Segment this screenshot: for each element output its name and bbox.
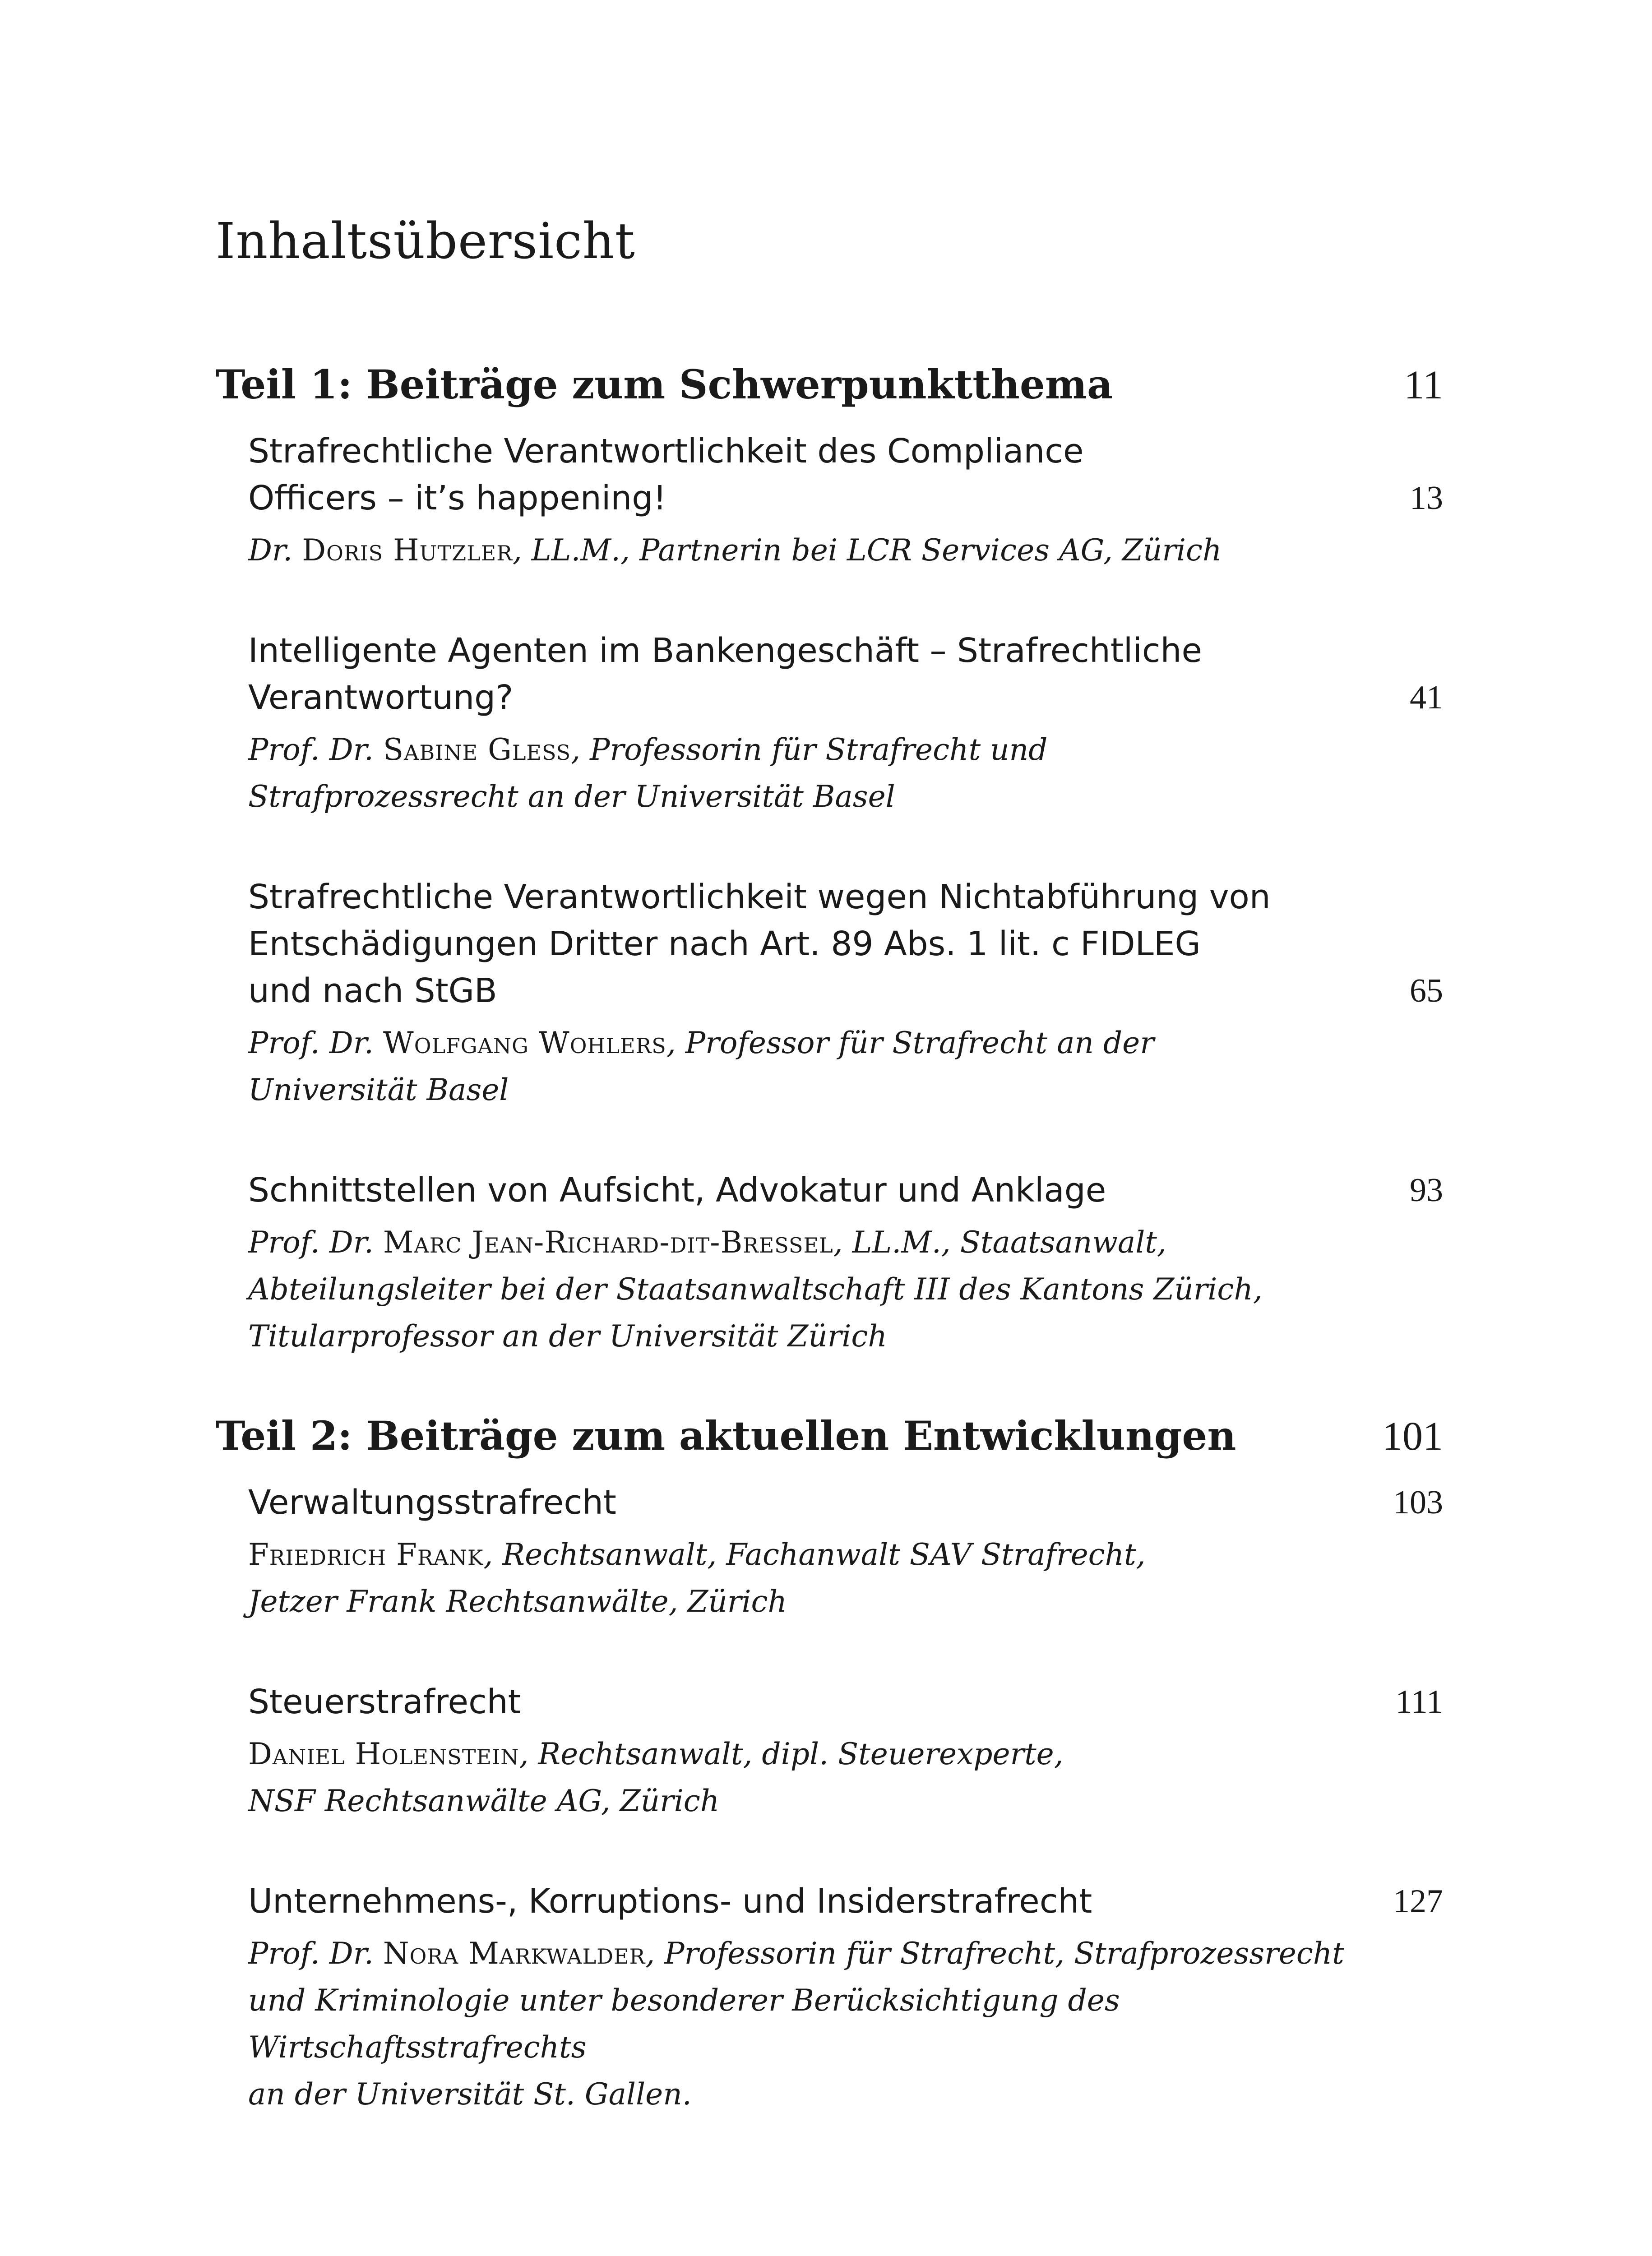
toc-entry [248,1167,1443,1360]
author-affiliation: , Professorin für Strafrecht, Strafprozessrecht [645,1936,1344,1971]
entry-title-block [248,1167,1443,1214]
author-name: Marc Jean-Richard-dit-Bressel [383,1225,833,1260]
author-affiliation: , Professor für Strafrecht an der [666,1026,1154,1060]
page-number: 101 [1382,1414,1443,1459]
author-affiliation: , Professorin für Strafrecht und [571,732,1048,767]
author-line: Titularprofessor an der Universität Zürich [248,1319,887,1354]
title-line: Entschädigungen Dritter nach Art. 89 Abs. 1 lit. c FIDLEG [248,925,1201,963]
title-line: Verantwortung? [248,678,514,717]
author-line: NSF Rechtsanwälte AG, Zürich [248,1784,720,1818]
part-title: Teil 2: Beiträge zum aktuellen Entwicklungen [216,1412,1236,1459]
entry-author [248,527,1421,574]
author-line: Strafprozessrecht an der Universität Basel [248,779,895,814]
entry-title-block [248,874,1443,1014]
toc-entry [248,1878,1443,2118]
author-line [248,527,1421,574]
author-line [248,1020,1421,1067]
author-line [248,1731,1421,1778]
author-line: und Kriminologie unter besonderer Berücksichtigung des Wirtschaftsstrafrechts [248,1983,1120,2065]
author-affiliation: , LL.M., Partnerin bei LCR Services AG, Zürich [512,533,1222,568]
entry-title [248,1678,1309,1725]
entry-author [248,1020,1421,1114]
author-line [248,1531,1421,1578]
author-line: Universität Basel [248,1073,509,1107]
part-heading [216,361,1443,410]
page-number: 127 [1393,1883,1443,1920]
toc-entry [248,1479,1443,1625]
entry-title [248,627,1309,721]
title-line: Schnittstellen von Aufsicht, Advokatur und Anklage [248,1171,1106,1210]
page-number: 103 [1393,1484,1443,1521]
author-line [248,1219,1421,1266]
entry-author [248,1731,1421,1825]
page-number: 13 [1410,480,1443,517]
title-line: Steuerstrafrecht [248,1683,521,1721]
toc-entry [248,874,1443,1114]
title-line: Officers – it’s happening! [248,479,666,518]
title-line: Strafrechtliche Verantwortlichkeit des Compliance [248,432,1084,471]
page-number: 41 [1410,679,1443,716]
entry-title [248,1167,1309,1214]
entry-title [248,1479,1309,1526]
part-title: Teil 1: Beiträge zum Schwerpunktthema [216,361,1113,408]
part-2 [216,1412,1443,2118]
entry-title-block [248,627,1443,721]
author-prefix: Prof. Dr. [248,1225,383,1260]
toc-entry [248,428,1443,574]
page-number: 11 [1404,363,1443,407]
author-name: Daniel Holenstein [248,1737,519,1771]
title-line: Strafrechtliche Verantwortlichkeit wegen Nichtabführung von [248,878,1271,916]
entry-title-block [248,428,1443,522]
author-line: Abteilungsleiter bei der Staatsanwaltschaft III des Kantons Zürich, [248,1272,1263,1307]
author-line: an der Universität St. Gallen. [248,2077,692,2112]
entry-author [248,1930,1421,2118]
title-line: Unternehmens-, Korruptions- und Insiderstrafrecht [248,1882,1092,1921]
page-number: 111 [1395,1683,1443,1720]
author-affiliation: , Rechtsanwalt, dipl. Steuerexperte, [519,1737,1064,1771]
entry-title [248,1878,1309,1925]
author-line [248,726,1421,773]
entry-title [248,428,1309,522]
title-line: Verwaltungsstrafrecht [248,1483,616,1522]
toc-entry [248,1678,1443,1825]
author-affiliation: , LL.M., Staatsanwalt, [833,1225,1166,1260]
title-line: Intelligente Agenten im Bankengeschäft – Strafrechtliche [248,631,1202,670]
page-number: 93 [1410,1172,1443,1209]
toc-entry [248,627,1443,820]
entry-author [248,1531,1421,1625]
author-name: Friedrich Frank [248,1537,484,1572]
page-title: Inhaltsübersicht [216,212,635,270]
author-name: Sabine Gless [383,732,571,767]
part-1 [216,361,1443,1360]
author-name: Doris Hutzler [302,533,513,568]
author-line [248,1930,1421,1977]
author-line: Jetzer Frank Rechtsanwälte, Zürich [248,1584,787,1619]
author-prefix: Dr. [248,533,302,568]
entry-title-block [248,1479,1443,1526]
author-name: Wolfgang Wohlers [383,1026,666,1060]
entry-author [248,726,1421,820]
author-prefix: Prof. Dr. [248,1026,383,1060]
entry-title-block [248,1678,1443,1725]
entry-title [248,874,1309,1014]
part-heading [216,1412,1443,1461]
title-line: und nach StGB [248,971,497,1010]
entry-author [248,1219,1421,1360]
author-prefix: Prof. Dr. [248,1936,383,1971]
entry-title-block [248,1878,1443,1925]
author-prefix: Prof. Dr. [248,732,383,767]
author-affiliation: , Rechtsanwalt, Fachanwalt SAV Strafrecht, [483,1537,1146,1572]
author-name: Nora Markwalder [383,1936,646,1971]
page-number: 65 [1410,972,1443,1009]
